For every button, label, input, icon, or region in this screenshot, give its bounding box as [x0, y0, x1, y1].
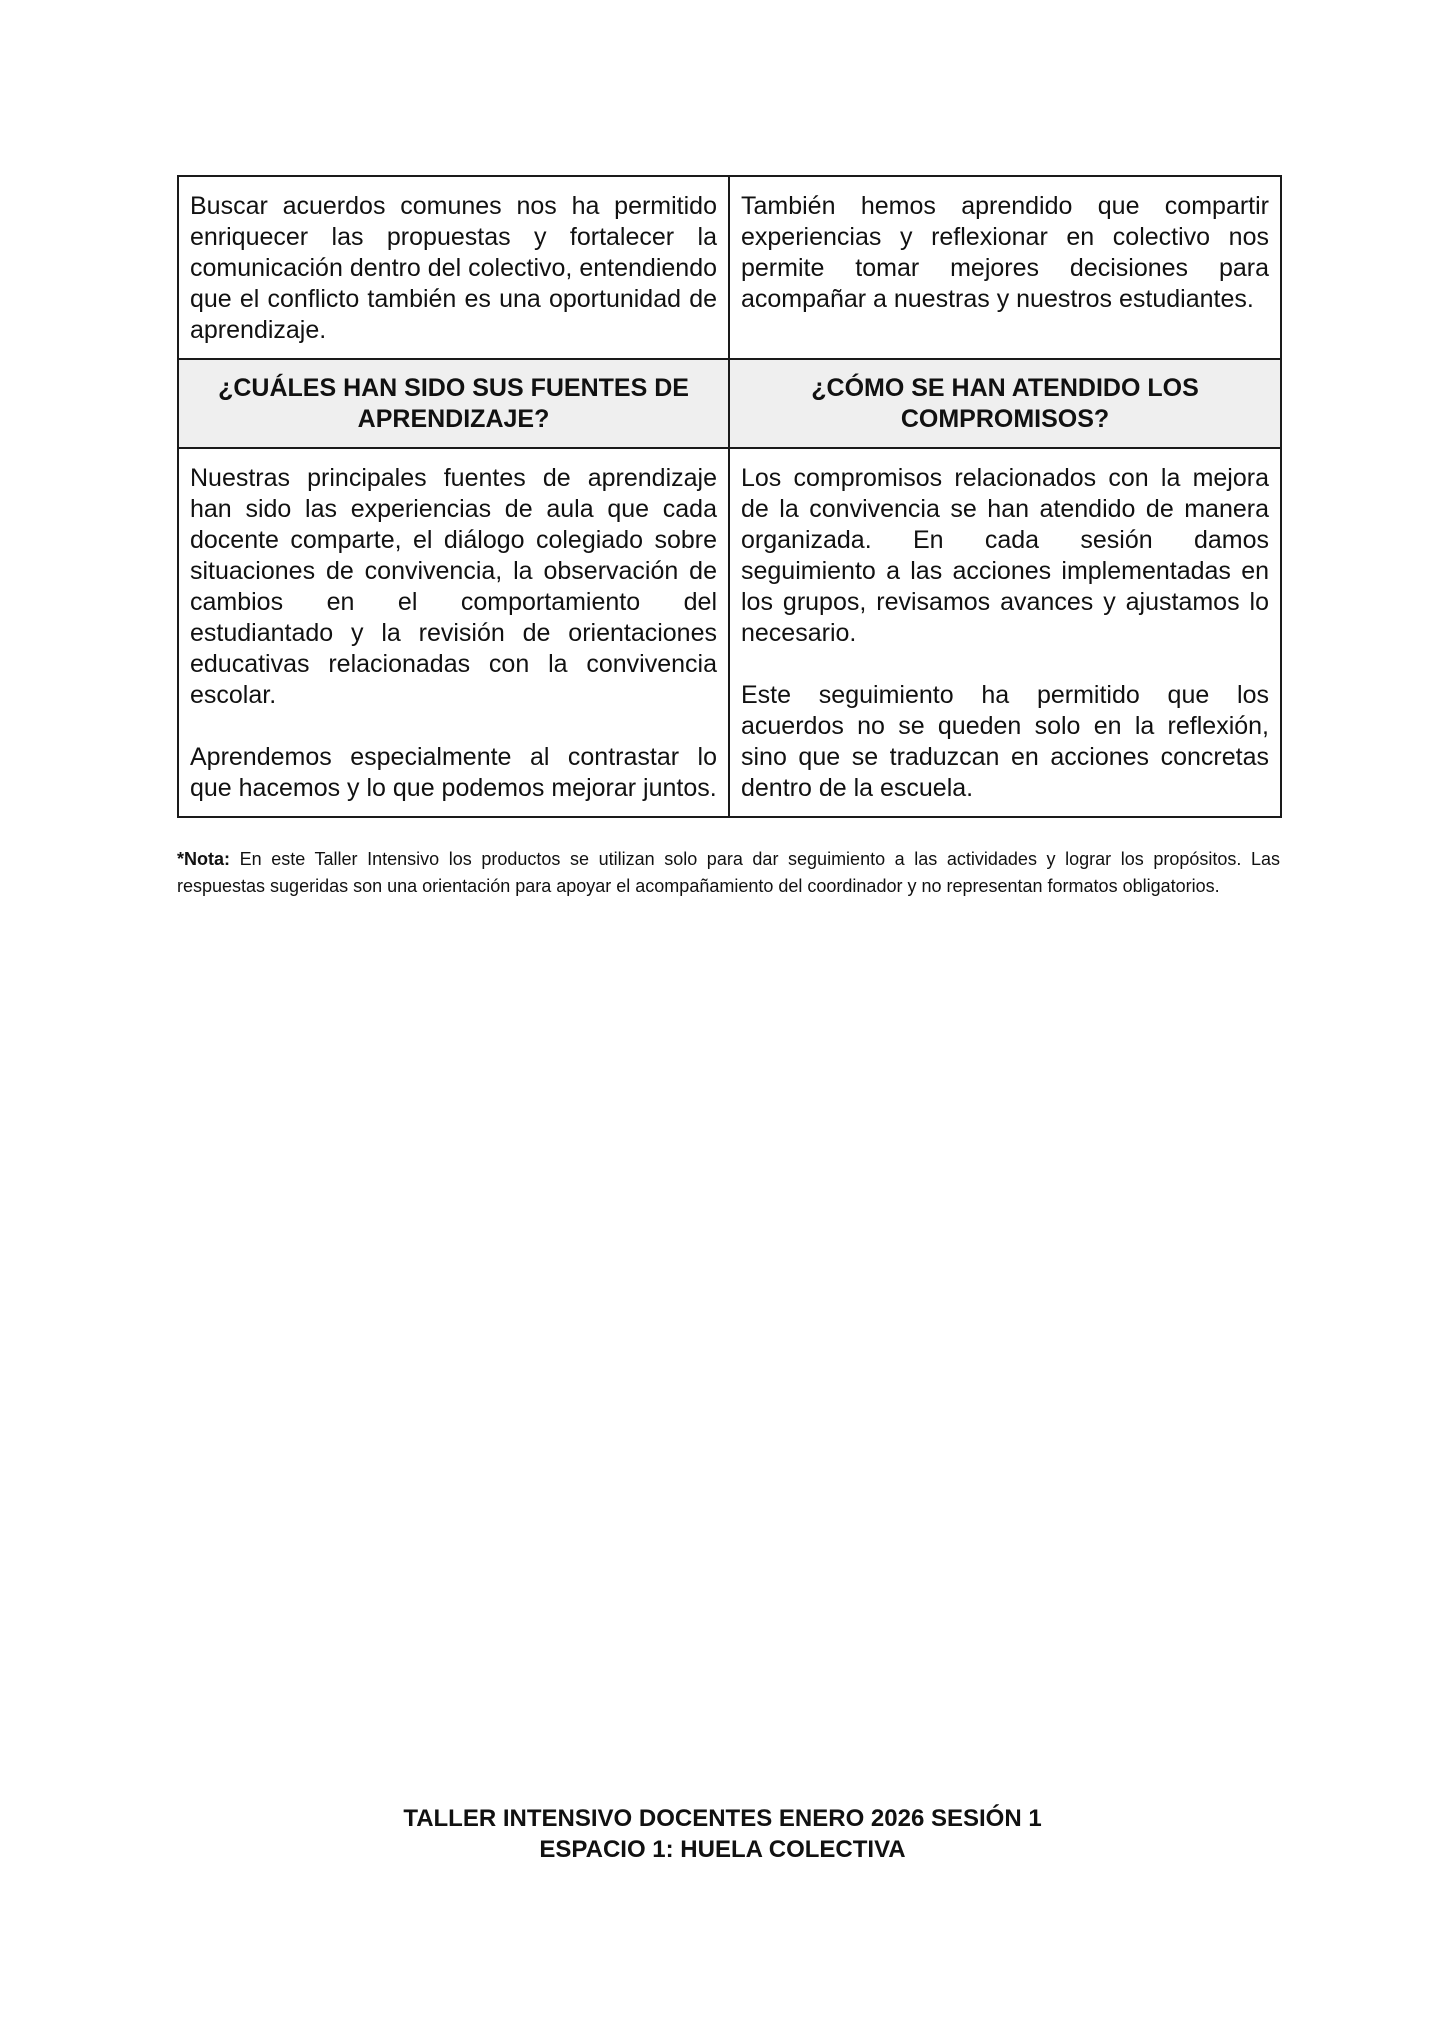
note-label: *Nota: [177, 849, 230, 869]
table-cell [729, 448, 1281, 817]
cell-text: Nuestras principales fuentes de aprendizaje han sido las experiencias de aula que cada docente comparte, el diálogo colegiado sobre situaciones de convivencia, la observación de cambios en el comportamiento del estudiantado y la revisión de orientaciones educativas relacionadas con la convivencia escolar. [190, 464, 717, 709]
footer-line-2: ESPACIO 1: HUELA COLECTIVA [539, 1836, 906, 1863]
table-cell [178, 176, 729, 359]
footnote [177, 846, 1280, 900]
cell-text: Aprendemos especialmente al contrastar lo que hacemos y lo que podemos mejorar juntos. [190, 743, 717, 802]
table-cell [178, 448, 729, 817]
cell-text: Este seguimiento ha permitido que los acuerdos no se queden solo en la reflexión, sino que se traduzcan en acciones concretas dentro de la escuela. [741, 681, 1269, 802]
table-row [178, 176, 1281, 359]
cell-text: También hemos aprendido que compartir experiencias y reflexionar en colectivo nos permite tomar mejores decisiones para acompañar a nuestras y nuestros estudiantes. [741, 192, 1269, 313]
note-text: En este Taller Intensivo los productos se utilizan solo para dar seguimiento a las actividades y lograr los propósitos. Las respuestas sugeridas son una orientación para apoyar el acompañamiento del coordinador y no representan formatos obligatorios. [177, 849, 1280, 896]
page-footer [0, 1803, 1445, 1865]
table-cell [729, 176, 1281, 359]
header-learning-sources: ¿CUÁLES HAN SIDO SUS FUENTES DE APRENDIZAJE? [178, 359, 729, 448]
footer-line-1: TALLER INTENSIVO DOCENTES ENERO 2026 SESIÓN 1 [403, 1805, 1042, 1832]
table-row [178, 448, 1281, 817]
header-commitments: ¿CÓMO SE HAN ATENDIDO LOS COMPROMISOS? [729, 359, 1281, 448]
cell-text: Los compromisos relacionados con la mejora de la convivencia se han atendido de manera organizada. En cada sesión damos seguimiento a las acciones implementadas en los grupos, revisamos avances y ajustamos lo necesario. [741, 464, 1269, 647]
table-header-row [178, 359, 1281, 448]
reflection-table [177, 175, 1282, 818]
cell-text: Buscar acuerdos comunes nos ha permitido enriquecer las propuestas y fortalecer la comunicación dentro del colectivo, entendiendo que el conflicto también es una oportunidad de aprendizaje. [190, 192, 717, 344]
